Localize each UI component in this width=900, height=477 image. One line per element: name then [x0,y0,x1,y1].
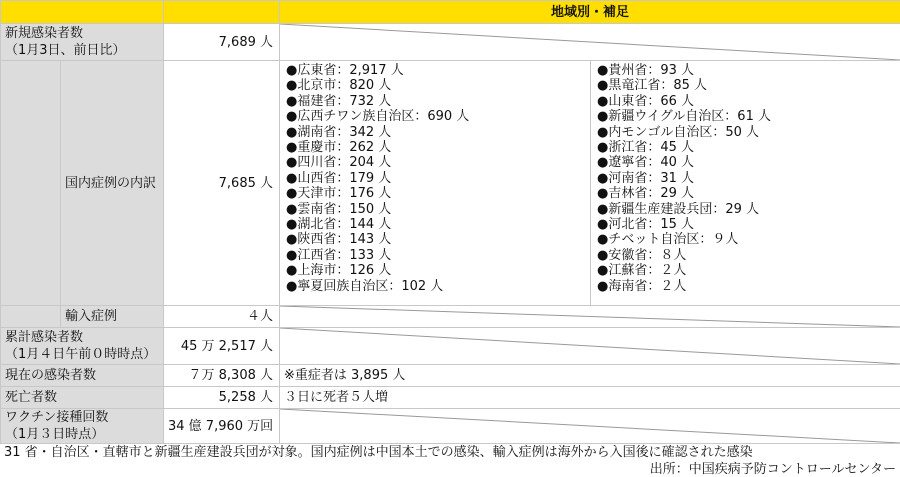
region-item: ●河北省：15 人 [597,217,894,232]
cumulative-label: 累計感染者数 （1月４日午前０時時点） [1,328,164,365]
region-item: ●湖南省：342 人 [286,125,584,140]
imported-value: ４人 [164,306,280,328]
deaths-value: 5,258 人 [164,387,280,409]
region-item: ●上海市：126 人 [286,263,584,278]
new-cases-label: 新規感染者数 （1月3日、前日比） [1,24,164,61]
region-item: ●陝西省：143 人 [286,232,584,247]
region-item: ●江西省：133 人 [286,248,584,263]
header-blank [1,1,164,24]
region-item: ●内モンゴル自治区：50 人 [597,125,894,140]
header-title: 地域別・補足 [280,1,900,24]
region-item: ●遼寧省：40 人 [597,155,894,170]
region-item: ●雲南省：150 人 [286,202,584,217]
region-item: ●貴州省：93 人 [597,63,894,78]
source-credit: 出所：中国疾病予防コントロールセンター [650,458,896,477]
region-item: ●山東省：66 人 [597,94,894,109]
region-item: ●海南省：２人 [597,279,894,294]
region-item: ●安徽省：８人 [597,248,894,263]
region-item: ●湖北省：144 人 [286,217,584,232]
region-item: ●新疆生産建設兵団：29 人 [597,202,894,217]
domestic-value: 7,685 人 [164,61,280,306]
regions-right-list [591,61,900,306]
region-item: ●新疆ウイグル自治区：61 人 [597,109,894,124]
domestic-label: 国内症例の内訳 [61,61,164,306]
header-blank [164,1,280,24]
current-note: ※重症者は 3,895 人 [280,365,900,387]
region-item: ●広西チワン族自治区：690 人 [286,109,584,124]
imported-label: 輸入症例 [61,306,164,328]
region-item: ●重慶市：262 人 [286,140,584,155]
region-item: ●山西省：179 人 [286,171,584,186]
current-label: 現在の感染者数 [1,365,164,387]
vaccine-label: ワクチン接種回数 （1月３日時点） [1,409,164,444]
region-item: ●吉林省：29 人 [597,186,894,201]
domestic-indent [1,61,61,306]
region-item: ●寧夏回族自治区：102 人 [286,279,584,294]
vaccine-note-empty [280,409,900,444]
region-item: ●江蘇省：２人 [597,263,894,278]
vaccine-value: 34 億 7,960 万回 [164,409,280,444]
region-item: ●河南省：31 人 [597,171,894,186]
region-item: ●福建省：732 人 [286,94,584,109]
new-cases-note-empty [280,24,900,61]
region-item: ●チベット自治区：９人 [597,232,894,247]
region-item: ●黒竜江省：85 人 [597,78,894,93]
region-item: ●広東省：2,917 人 [286,63,584,78]
current-value: ７万 8,308 人 [164,365,280,387]
region-item: ●北京市：820 人 [286,78,584,93]
deaths-note: ３日に死者５人増 [280,387,900,409]
imported-indent [1,306,61,328]
imported-note-empty [280,306,900,328]
cumulative-note-empty [280,328,900,365]
regions-left-list [280,61,591,306]
region-item: ●四川省：204 人 [286,155,584,170]
region-item: ●天津市：176 人 [286,186,584,201]
footer-note: 31 省・自治区・直轄市と新疆生産建設兵団が対象。国内症例は中国本土での感染、輸入症例は海外から入国後に確認された感染 [4,441,753,460]
cumulative-value: 45 万 2,517 人 [164,328,280,365]
region-item: ●浙江省：45 人 [597,140,894,155]
new-cases-value: 7,689 人 [164,24,280,61]
deaths-label: 死亡者数 [1,387,164,409]
